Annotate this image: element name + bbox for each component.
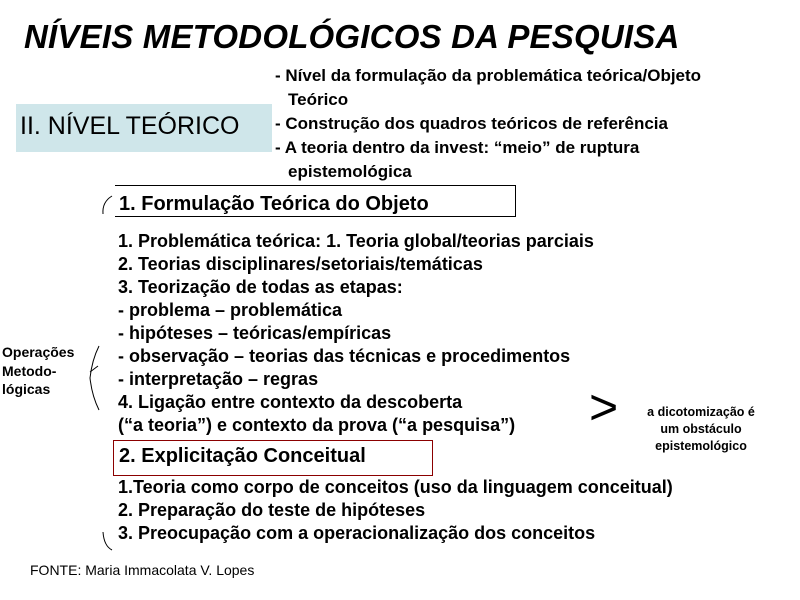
list-item: 3. Preocupação com a operacionalização dos conceitos [118, 523, 596, 543]
source-credit: FONTE: Maria Immacolata V. Lopes [30, 562, 255, 578]
page-title: NÍVEIS METODOLÓGICOS DA PESQUISA [24, 18, 680, 55]
note-line: - Nível da formulação da problemática teórica/Objeto [275, 66, 702, 85]
list-item: 1. Problemática teórica: 1. Teoria global/teorias parciais [118, 231, 594, 251]
list-item: - hipóteses – teóricas/empíricas [118, 323, 392, 343]
note-line: - Construção dos quadros teóricos de referência [275, 114, 668, 133]
bracket-top-left [103, 196, 112, 214]
comparison-note-line: epistemológico [655, 439, 747, 453]
operations-label [2, 343, 74, 399]
operations-line: Metodo- [2, 362, 57, 379]
list-item: - interpretação – regras [118, 369, 319, 389]
list-item: - problema – problemática [118, 300, 343, 320]
note-line: Teórico [288, 90, 349, 109]
greater-than-symbol: > [589, 379, 619, 435]
list-item: - observação – teorias das técnicas e procedimentos [118, 346, 571, 366]
list-item: 2. Teorias disciplinares/setoriais/temáticas [118, 254, 483, 274]
note-line: - A teoria dentro da invest: “meio” de ruptura [275, 138, 640, 157]
bracket-bottom-left [103, 532, 112, 550]
comparison-note-line: um obstáculo [660, 422, 742, 436]
note-line: epistemológica [288, 162, 412, 181]
list-item: (“a teoria”) e contexto da prova (“a pesquisa”) [118, 415, 516, 435]
list-item: 1.Teoria como corpo de conceitos (uso da linguagem conceitual) [118, 477, 673, 497]
list-item: 2. Preparação do teste de hipóteses [118, 500, 426, 520]
operations-line: Operações [2, 344, 75, 360]
list-item: 3. Teorização de todas as etapas: [118, 277, 403, 297]
section2-heading: 2. Explicitação Conceitual [119, 445, 366, 467]
section2-heading-box [113, 440, 433, 476]
bracket-operations [90, 346, 99, 410]
list-item: 4. Ligação entre contexto da descoberta [118, 392, 463, 412]
section1-list [118, 230, 594, 437]
section1-heading: 1. Formulação Teórica do Objeto [119, 193, 429, 215]
comparison-note [630, 404, 772, 455]
section1-heading-box [115, 185, 516, 217]
comparison-note-line: a dicotomização é [647, 405, 755, 419]
level-label: II. NÍVEL TEÓRICO [20, 112, 240, 140]
section2-list [118, 476, 673, 545]
operations-line: lógicas [2, 381, 51, 397]
